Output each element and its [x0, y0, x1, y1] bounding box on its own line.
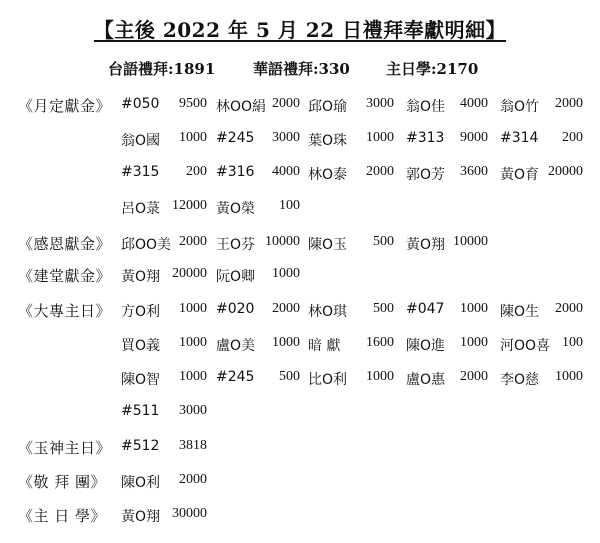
donation-amount: 200 [562, 130, 583, 145]
section-label: 《感恩獻金》 [18, 235, 112, 253]
donation-row [0, 266, 600, 288]
donation-row [0, 164, 600, 186]
donation-amount: 500 [373, 234, 394, 249]
donor-name: #313 [406, 130, 445, 146]
donor-name: #314 [500, 130, 539, 146]
donation-amount: 3600 [460, 164, 488, 179]
sunday-school-attendance: 主日學:2170 [386, 60, 479, 78]
donor-name: #047 [406, 301, 445, 317]
donation-amount: 1000 [179, 301, 207, 316]
donation-amount: 4000 [272, 164, 300, 179]
donation-amount: 2000 [366, 164, 394, 179]
donation-row [0, 438, 600, 460]
donor-name: 比O利 [308, 372, 348, 388]
donation-row [0, 369, 600, 391]
donation-amount: 12000 [172, 198, 207, 213]
donation-amount: 1000 [555, 369, 583, 384]
donation-amount: 2000 [555, 96, 583, 111]
donation-amount: 3818 [179, 438, 207, 453]
donation-amount: 9500 [179, 96, 207, 111]
donation-row [0, 335, 600, 357]
donor-name: 翁O佳 [406, 99, 446, 115]
donation-amount: 4000 [460, 96, 488, 111]
donation-amount: 1000 [460, 301, 488, 316]
donation-amount: 3000 [366, 96, 394, 111]
donor-name: 暗 獻 [308, 338, 341, 354]
huayu-attendance: 華語禮拜:330 [253, 60, 350, 78]
donor-name: #020 [216, 301, 255, 317]
donation-amount: 2000 [272, 96, 300, 111]
donation-amount: 30000 [172, 506, 207, 521]
donor-name: 陳O智 [121, 372, 161, 388]
donation-amount: 2000 [460, 369, 488, 384]
donation-amount: 100 [562, 335, 583, 350]
donor-name: 阮O卿 [216, 269, 256, 285]
donation-amount: 3000 [272, 130, 300, 145]
donor-name: 黃O榮 [216, 201, 256, 217]
donor-name: 呂O菉 [121, 201, 161, 217]
donor-name: 黃O翔 [406, 237, 446, 253]
donation-row [0, 403, 600, 425]
donation-amount: 200 [186, 164, 207, 179]
section-label: 《主 日 學》 [18, 507, 107, 525]
donation-amount: 3000 [179, 403, 207, 418]
donor-name: 林O泰 [308, 167, 348, 183]
donor-name: 邱OO美 [121, 237, 172, 253]
donor-name: 黃O翔 [121, 269, 161, 285]
donation-amount: 9000 [460, 130, 488, 145]
donation-row [0, 234, 600, 256]
donor-name: 李O慈 [500, 372, 540, 388]
donor-name: #512 [121, 438, 160, 454]
donor-name: #050 [121, 96, 160, 112]
donor-name: 陳O玉 [308, 237, 348, 253]
donation-amount: 2000 [179, 234, 207, 249]
donor-name: #245 [216, 130, 255, 146]
donor-name: 陳O利 [121, 475, 161, 491]
donation-amount: 20000 [172, 266, 207, 281]
donation-amount: 1000 [272, 266, 300, 281]
donor-name: 翁O竹 [500, 99, 540, 115]
donor-name: #511 [121, 403, 160, 419]
donation-amount: 1000 [272, 335, 300, 350]
donation-amount: 1000 [179, 335, 207, 350]
donor-name: 河OO喜 [500, 338, 551, 354]
donation-amount: 500 [373, 301, 394, 316]
donor-name: 黃O育 [500, 167, 540, 183]
donation-amount: 2000 [179, 472, 207, 487]
donor-name: 郭O芳 [406, 167, 446, 183]
donor-name: 王O芬 [216, 237, 256, 253]
donor-name: 葉O珠 [308, 133, 348, 149]
page-title: 【主後 2022 年 5 月 22 日禮拜奉獻明細】 [93, 18, 507, 42]
donor-name: 陳O生 [500, 304, 540, 320]
donation-amount: 1000 [366, 130, 394, 145]
donor-name: 林OO絹 [216, 99, 267, 115]
donation-amount: 500 [279, 369, 300, 384]
donation-amount: 1000 [179, 130, 207, 145]
donation-amount: 20000 [548, 164, 583, 179]
donor-name: 盧O美 [216, 338, 256, 354]
donor-name: 方O利 [121, 304, 161, 320]
donation-amount: 1000 [366, 369, 394, 384]
donation-row [0, 472, 600, 494]
donor-name: #316 [216, 164, 255, 180]
donor-name: 陳O進 [406, 338, 446, 354]
donor-name: #315 [121, 164, 160, 180]
donation-amount: 10000 [453, 234, 488, 249]
section-label: 《敬 拜 團》 [18, 473, 107, 491]
donor-name: 邱O瑜 [308, 99, 348, 115]
section-label: 《建堂獻金》 [18, 267, 112, 285]
donation-row [0, 130, 600, 152]
donation-amount: 2000 [272, 301, 300, 316]
donor-name: #245 [216, 369, 255, 385]
taiyu-attendance: 台語禮拜:1891 [108, 60, 216, 78]
section-label: 《大專主日》 [18, 302, 112, 320]
donation-amount: 1000 [460, 335, 488, 350]
donor-name: 黃O翔 [121, 509, 161, 525]
donor-name: 林O琪 [308, 304, 348, 320]
section-label: 《月定獻金》 [18, 97, 112, 115]
section-label: 《玉神主日》 [18, 439, 112, 457]
donation-row [0, 96, 600, 118]
donation-amount: 10000 [265, 234, 300, 249]
donation-amount: 100 [279, 198, 300, 213]
donation-row [0, 301, 600, 323]
donor-name: 盧O惠 [406, 372, 446, 388]
donation-amount: 2000 [555, 301, 583, 316]
donation-row [0, 506, 600, 528]
donor-name: 買O義 [121, 338, 161, 354]
donation-amount: 1000 [179, 369, 207, 384]
donation-amount: 1600 [366, 335, 394, 350]
donation-row [0, 198, 600, 220]
donor-name: 翁O國 [121, 133, 161, 149]
